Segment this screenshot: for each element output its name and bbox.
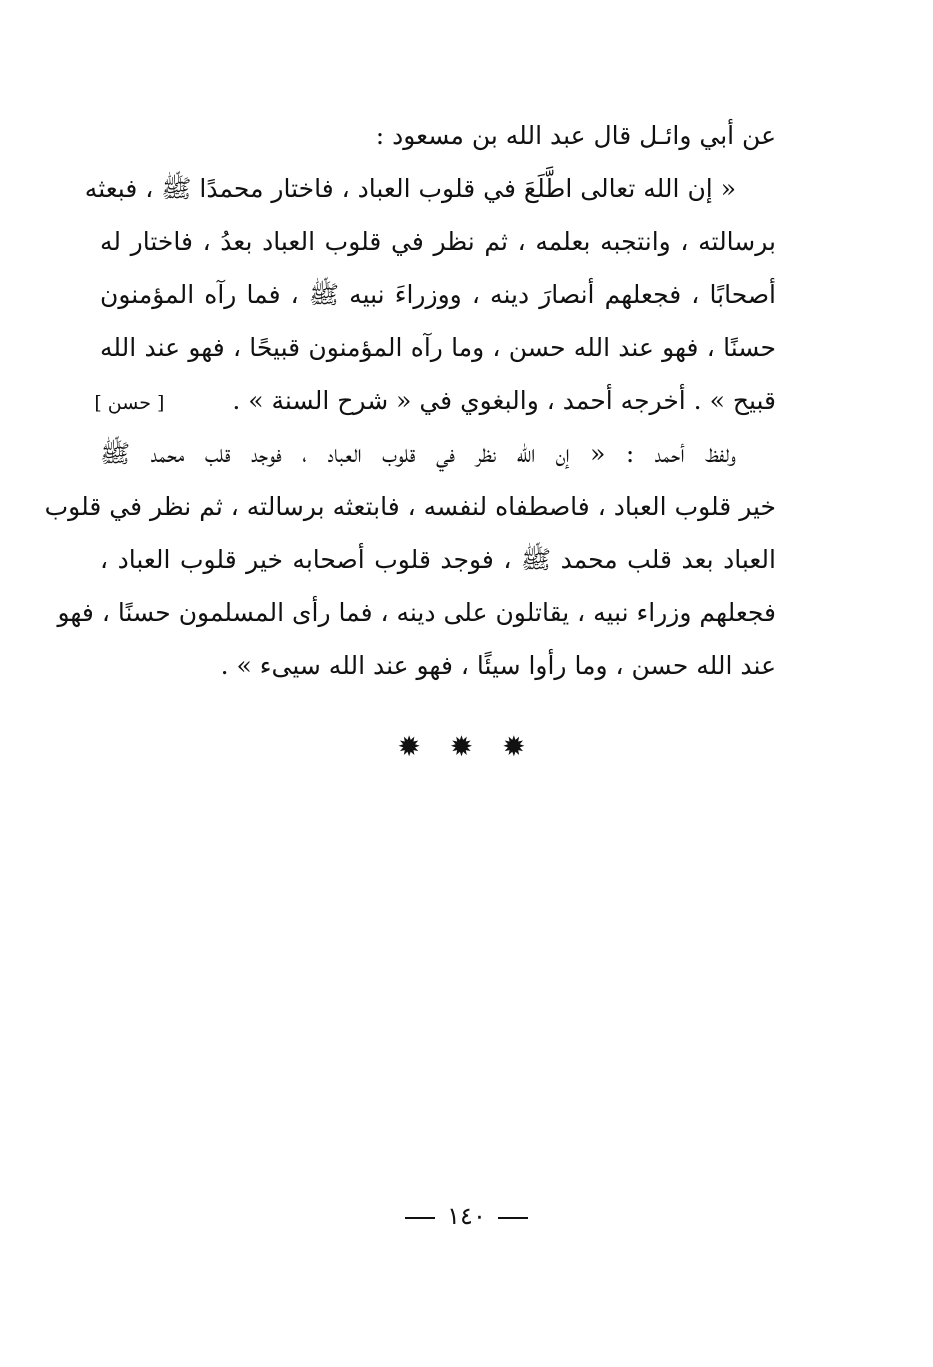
paragraph1-line-2: برسالته ، وانتجبه بعلمه ، ثم نظر في قلوب العباد بعدُ ، فاختار له <box>100 227 776 256</box>
paragraph1-line-1: « إن الله تعالى اطَّلَعَ في قلوب العباد ، فاختار محمدًا ﷺ ، فبعثه <box>84 174 736 203</box>
paragraph1-line-5-text: قبيح » . أخرجه أحمد ، والبغوي في « شرح السنة » . <box>232 386 776 415</box>
paragraph2-line-3: العباد بعد قلب محمد ﷺ ، فوجد قلوب أصحابه خير قلوب العباد ، <box>100 545 776 574</box>
paragraph1-line-4: حسنًا ، فهو عند الله حسن ، وما رآه المؤمنون قبيحًا ، فهو عند الله <box>100 333 776 362</box>
dash-right <box>405 1217 435 1219</box>
paragraph2-line-5: عند الله حسن ، وما رأوا سيئًا ، فهو عند الله سيىء » . <box>220 651 776 680</box>
hadith-grade: [ حسن ] <box>94 392 165 414</box>
dash-left <box>498 1217 528 1219</box>
paragraph2-line-1: ولفظ أحمد : « إن الله نظر في قلوب العباد ، فوجد قلب محمد ﷺ <box>100 439 736 468</box>
main-text <box>44 110 776 680</box>
section-divider-stars: ✹ ✹ ✹ <box>397 730 536 763</box>
paragraph1-line-3: أصحابًا ، فجعلهم أنصارَ دينه ، ووزراءَ نبيه ﷺ ، فما رآه المؤمنون <box>100 280 776 309</box>
intro-line: عن أبي وائـل قال عبد الله بن مسعود : <box>375 121 776 150</box>
paragraph1-line-5 <box>94 375 776 427</box>
page-number <box>0 1202 933 1230</box>
paragraph2-line-4: فجعلهم وزراء نبيه ، يقاتلون على دينه ، فما رأى المسلمون حسنًا ، فهو <box>57 598 776 627</box>
paragraph2-line-2: خير قلوب العباد ، فاصطفاه لنفسه ، فابتعثه برسالته ، ثم نظر في قلوب <box>44 492 776 521</box>
page-number-text: ١٤٠ <box>447 1202 486 1230</box>
